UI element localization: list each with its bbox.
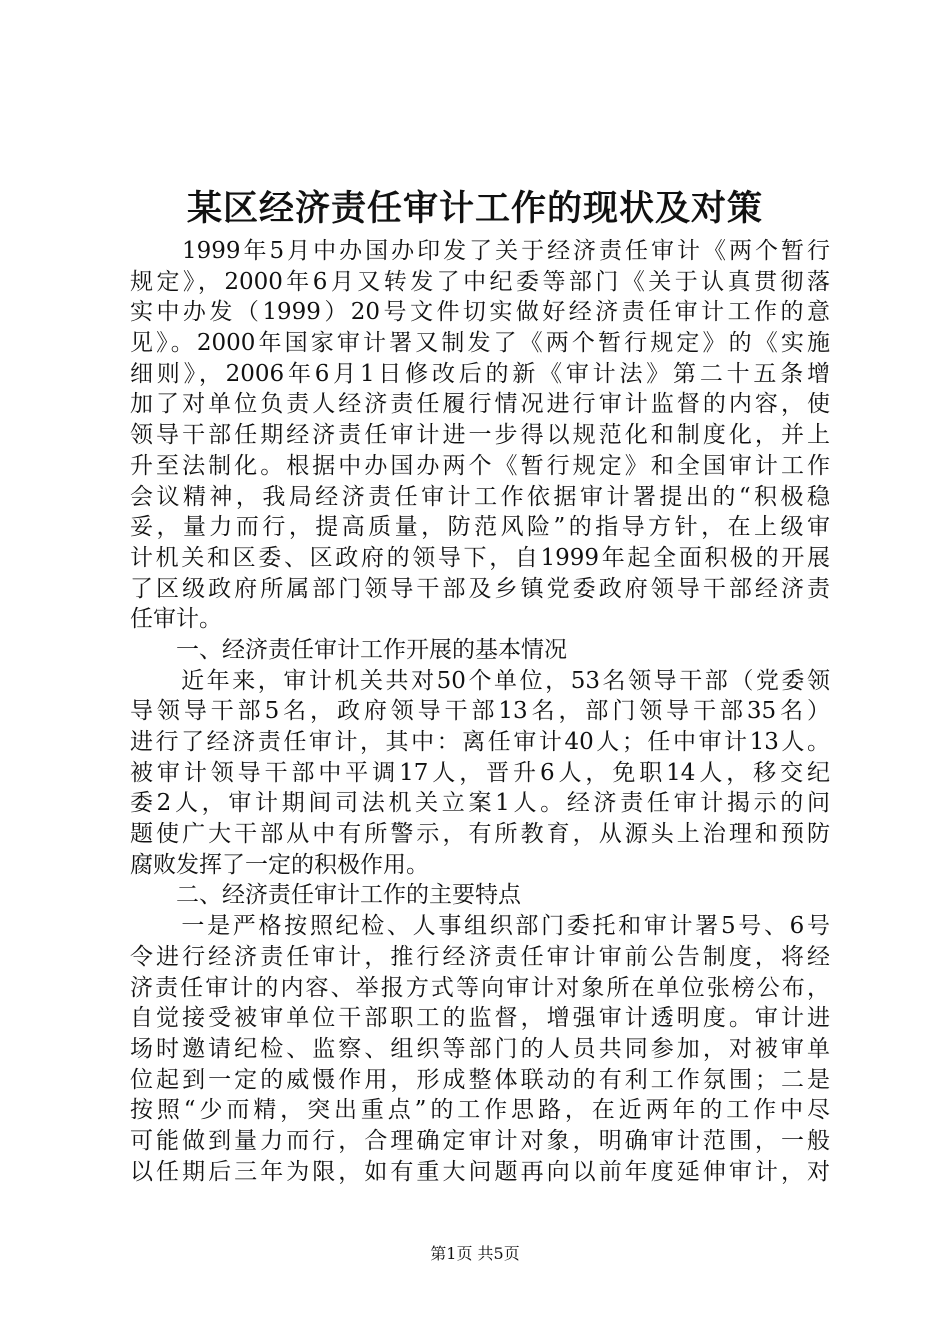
body-line: 妥，量力而行，提高质量，防范风险”的指导方针，在上级审 xyxy=(130,514,830,541)
body-line: 进行了经济责任审计，其中：离任审计40人；任中审计13人。 xyxy=(130,729,830,755)
body-line: 细则》，2006年6月1日修改后的新《审计法》第二十五条增 xyxy=(130,360,830,387)
body-line: 自觉接受被审单位干部职工的监督，增强审计透明度。审计进 xyxy=(130,1005,830,1032)
body-line: 令进行经济责任审计，推行经济责任审计审前公告制度，将经 xyxy=(130,943,830,970)
body-line: 升至法制化。根据中办国办两个《暂行规定》和全国审计工作 xyxy=(130,452,830,479)
body-line: 以任期后三年为限，如有重大问题再向以前年度延伸审计，对 xyxy=(130,1158,830,1185)
body-line: 位起到一定的威慑作用，形成整体联动的有利工作氛围；二是 xyxy=(130,1066,830,1093)
body-line: 场时邀请纪检、监察、组织等部门的人员共同参加，对被审单 xyxy=(130,1035,830,1062)
body-line: 按照“少而精，突出重点”的工作思路，在近两年的工作中尽 xyxy=(130,1097,830,1124)
body-line: 一、经济责任审计工作开展的基本情况 xyxy=(130,636,567,663)
body-line: 规定》，2000年6月又转发了中纪委等部门《关于认真贯彻落 xyxy=(130,268,830,295)
body-line: 导领导干部5名，政府领导干部13名，部门领导干部35名） xyxy=(130,698,830,725)
body-line: 了区级政府所属部门领导干部及乡镇党委政府领导干部经济责 xyxy=(130,575,830,602)
body-line: 二、经济责任审计工作的主要特点 xyxy=(130,882,521,909)
body-line: 可能做到量力而行，合理确定审计对象，明确审计范围，一般 xyxy=(130,1127,830,1154)
body-line: 1999年5月中办国办印发了关于经济责任审计《两个暂行 xyxy=(130,238,830,264)
body-line: 一是严格按照纪检、人事组织部门委托和审计署5号、6号 xyxy=(130,913,830,940)
page-footer: 第1页 共5页 xyxy=(430,1244,520,1263)
body-line: 加了对单位负责人经济责任履行情况进行审计监督的内容，使 xyxy=(130,391,830,418)
body-line: 近年来，审计机关共对50个单位，53名领导干部（党委领 xyxy=(130,667,830,694)
body-line: 会议精神，我局经济责任审计工作依据审计署提出的“积极稳 xyxy=(130,483,830,510)
body-line: 任审计。 xyxy=(130,606,222,633)
body-line: 委2人，审计期间司法机关立案1人。经济责任审计揭示的问 xyxy=(130,790,830,817)
body-line: 领导干部任期经济责任审计进一步得以规范化和制度化，并上 xyxy=(130,422,830,449)
body-line: 腐败发挥了一定的积极作用。 xyxy=(130,851,429,878)
body-line: 被审计领导干部中平调17人，晋升6人，免职14人，移交纪 xyxy=(130,759,830,786)
body-line: 实中办发（1999）20号文件切实做好经济责任审计工作的意 xyxy=(130,299,830,326)
document-title: 某区经济责任审计工作的现状及对策 xyxy=(186,188,763,229)
body-line: 济责任审计的内容、举报方式等向审计对象所在单位张榜公布， xyxy=(130,974,830,1001)
document-body xyxy=(130,236,830,1187)
body-line: 题使广大干部从中有所警示，有所教育，从源头上治理和预防 xyxy=(130,821,830,848)
body-line: 计机关和区委、区政府的领导下，自1999年起全面积极的开展 xyxy=(130,544,830,571)
body-line: 见》。2000年国家审计署又制发了《两个暂行规定》的《实施 xyxy=(130,330,830,357)
